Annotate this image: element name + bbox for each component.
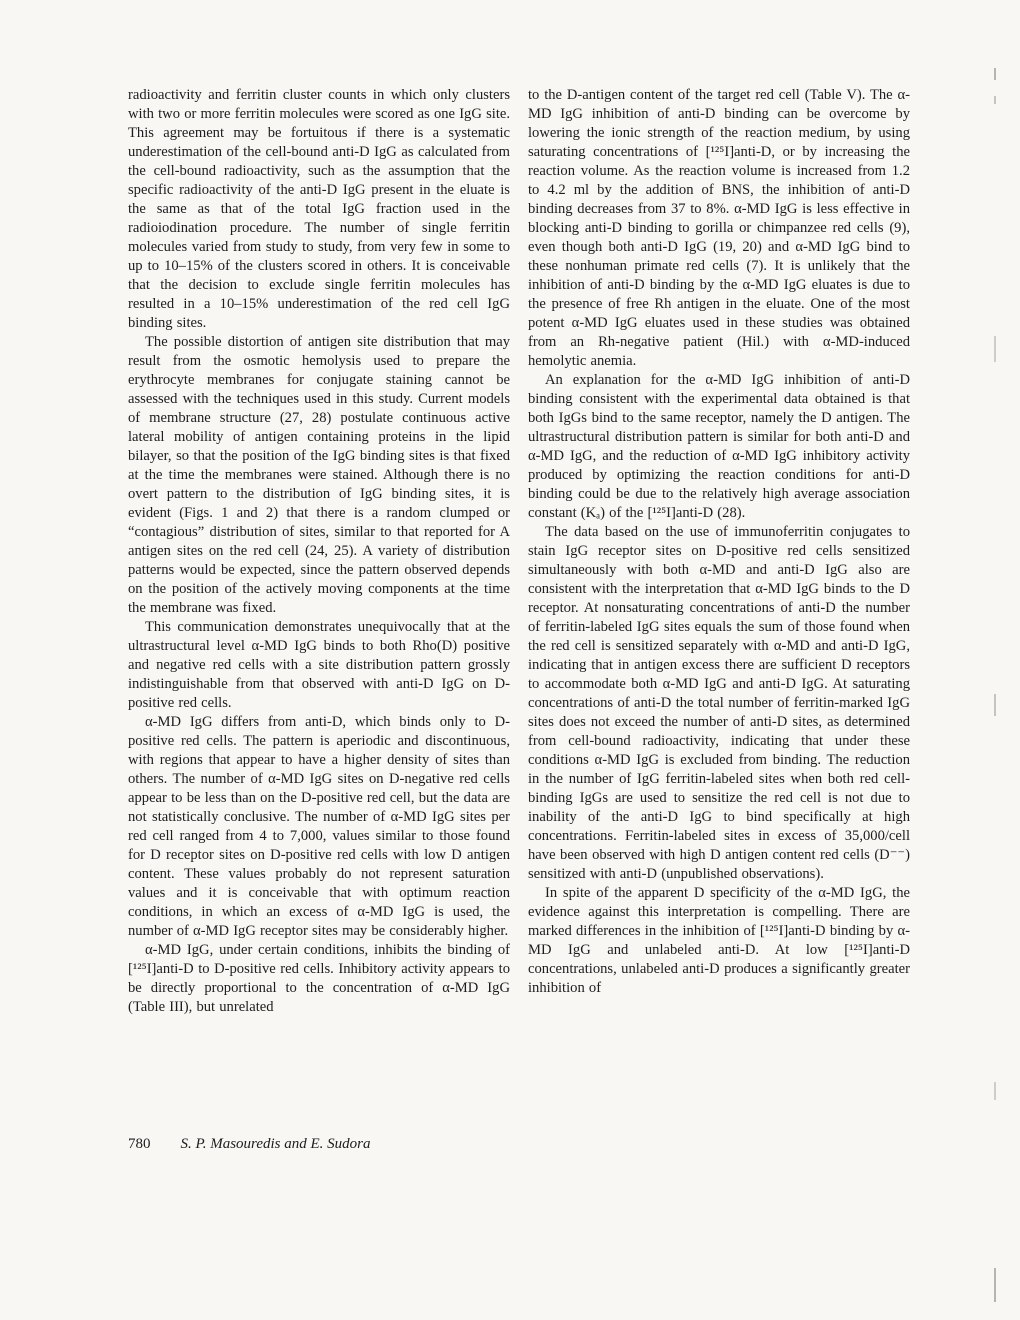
paragraph: α-MD IgG, under certain conditions, inhibits the binding of [¹²⁵I]anti-D to D-positive red cells. Inhibitory activity appears to be directly proportional to the concentration of α-MD IgG (Table III), but unrelated <box>128 942 510 1015</box>
paragraph: radioactivity and ferritin cluster counts in which only clusters with two or more ferritin molecules were scored as one IgG site. This agreement may be fortuitous if there is a systematic underestimation of the cell-bound anti-D IgG as calculated from the cell-bound radioactivity, such as the assumption that the specific radioactivity of the anti-D IgG present in the eluate is the same as that of the total IgG fraction used in the radioiodination procedure. The number of single ferritin molecules varied from study to study, from very few in some to up to 10–15% of the clusters scored in others. It is conceivable that the decision to exclude single ferritin molecules has resulted in a 10–15% underestimation of the red cell IgG binding sites. <box>128 87 510 331</box>
scan-artifact <box>994 336 996 362</box>
right-column <box>528 86 910 1017</box>
text-columns <box>128 86 910 1017</box>
paragraph: An explanation for the α-MD IgG inhibition of anti-D binding consistent with the experimental data obtained is that both IgGs bind to the same receptor, namely the D antigen. The ultrastructural distribution pattern is similar for both anti-D and α-MD IgG, and the reduction of α-MD IgG inhibitory activity produced by optimizing the reaction conditions for anti-D binding could be due to the relatively high average association constant (Kₐ) of the [¹²⁵I]anti-D (28). <box>528 372 910 521</box>
left-column <box>128 86 510 1017</box>
scan-artifact <box>994 1268 996 1302</box>
scan-artifact <box>994 694 996 716</box>
paragraph: α-MD IgG differs from anti-D, which binds only to D-positive red cells. The pattern is aperiodic and discontinuous, with regions that appear to have a higher density of sites than others. The number of α-MD IgG sites on D-negative red cells appear to be less than on the D-positive red cell, but the data are not statistically conclusive. The number of α-MD IgG sites per red cell ranged from 4 to 7,000, values similar to those found for D receptor sites on D-positive red cells with low D antigen content. These values probably do not represent saturation values and it is conceivable that with optimum reaction conditions, in which an excess of α-MD IgG is used, the number of α-MD IgG receptor sites may be considerably higher. <box>128 714 510 939</box>
paragraph: The possible distortion of antigen site distribution that may result from the osmotic hemolysis used to prepare the erythrocyte membranes for conjugate staining cannot be assessed with the techniques used in this study. Current models of membrane structure (27, 28) postulate continuous active lateral mobility of antigen containing proteins in the lipid bilayer, so that the position of the IgG binding sites is that fixed at the time the membranes were stained. Although there is no overt pattern to the distribution of IgG binding sites, it is evident (Figs. 1 and 2) that there is a random clumped or “contagious” distribution of sites, similar to that reported for A antigen sites on the red cell (24, 25). A variety of distribution patterns would be expected, since the pattern observed depends on the position of the actively moving components at the time the membrane was fixed. <box>128 334 510 616</box>
paragraph: The data based on the use of immunoferritin conjugates to stain IgG receptor sites on D-positive red cells sensitized simultaneously with both α-MD and anti-D IgG also are consistent with the interpretation that α-MD IgG binds to the D receptor. At nonsaturating concentrations of anti-D the number of ferritin-labeled IgG sites equals the sum of those found when the red cell is sensitized separately with α-MD and anti-D IgG, indicating that in antigen excess there are sufficient D receptors to accommodate both α-MD IgG and anti-D IgG. At saturating concentrations of anti-D the total number of ferritin-marked IgG sites does not exceed the number of anti-D sites, as determined from cell-bound radioactivity, indicating that under these conditions α-MD IgG is excluded from binding. The reduction in the number of IgG ferritin-labeled sites when both red cell-binding IgGs are used to sensitize the red cell is not due to inability of the anti-D IgG to bind specifically at high concentrations. Ferritin-labeled sites in excess of 35,000/cell have been observed with high D antigen content red cells (D⁻⁻) sensitized with anti-D (unpublished observations). <box>528 524 910 882</box>
paragraph: to the D-antigen content of the target red cell (Table V). The α-MD IgG inhibition of anti-D binding can be overcome by lowering the ionic strength of the reaction medium, by using saturating concentrations of [¹²⁵I]anti-D, or by increasing the reaction volume. As the reaction volume is increased from 1.2 to 4.2 ml by the addition of BNS, the inhibition of anti-D binding decreases from 37 to 8%. α-MD IgG is less effective in blocking anti-D binding to gorilla or chimpanzee red cells (9), even though both anti-D IgG (19, 20) and α-MD IgG bind to these nonhuman primate red cells (7). It is unlikely that the inhibition of anti-D binding by the α-MD IgG eluates is due to the presence of free Rh antigen in the eluate. One of the most potent α-MD IgG eluates used in these studies was obtained from an Rh-negative patient (Hil.) with α-MD-induced hemolytic anemia. <box>528 87 910 369</box>
paragraph: This communication demonstrates unequivocally that at the ultrastructural level α-MD IgG binds to both Rho(D) positive and negative red cells with a site distribution pattern grossly indistinguishable from that observed with anti-D IgG on D-positive red cells. <box>128 619 510 711</box>
page-footer <box>128 1136 371 1153</box>
scan-artifact <box>994 68 996 80</box>
page-number: 780 <box>128 1136 151 1152</box>
running-authors: S. P. Masouredis and E. Sudora <box>180 1136 371 1152</box>
scan-artifact <box>994 1082 996 1100</box>
scan-artifact <box>994 96 996 104</box>
paragraph: In spite of the apparent D specificity of the α-MD IgG, the evidence against this interpretation is compelling. There are marked differences in the inhibition of [¹²⁵I]anti-D binding by α-MD IgG and unlabeled anti-D. At low [¹²⁵I]anti-D concentrations, unlabeled anti-D produces a significantly greater inhibition of <box>528 885 910 996</box>
